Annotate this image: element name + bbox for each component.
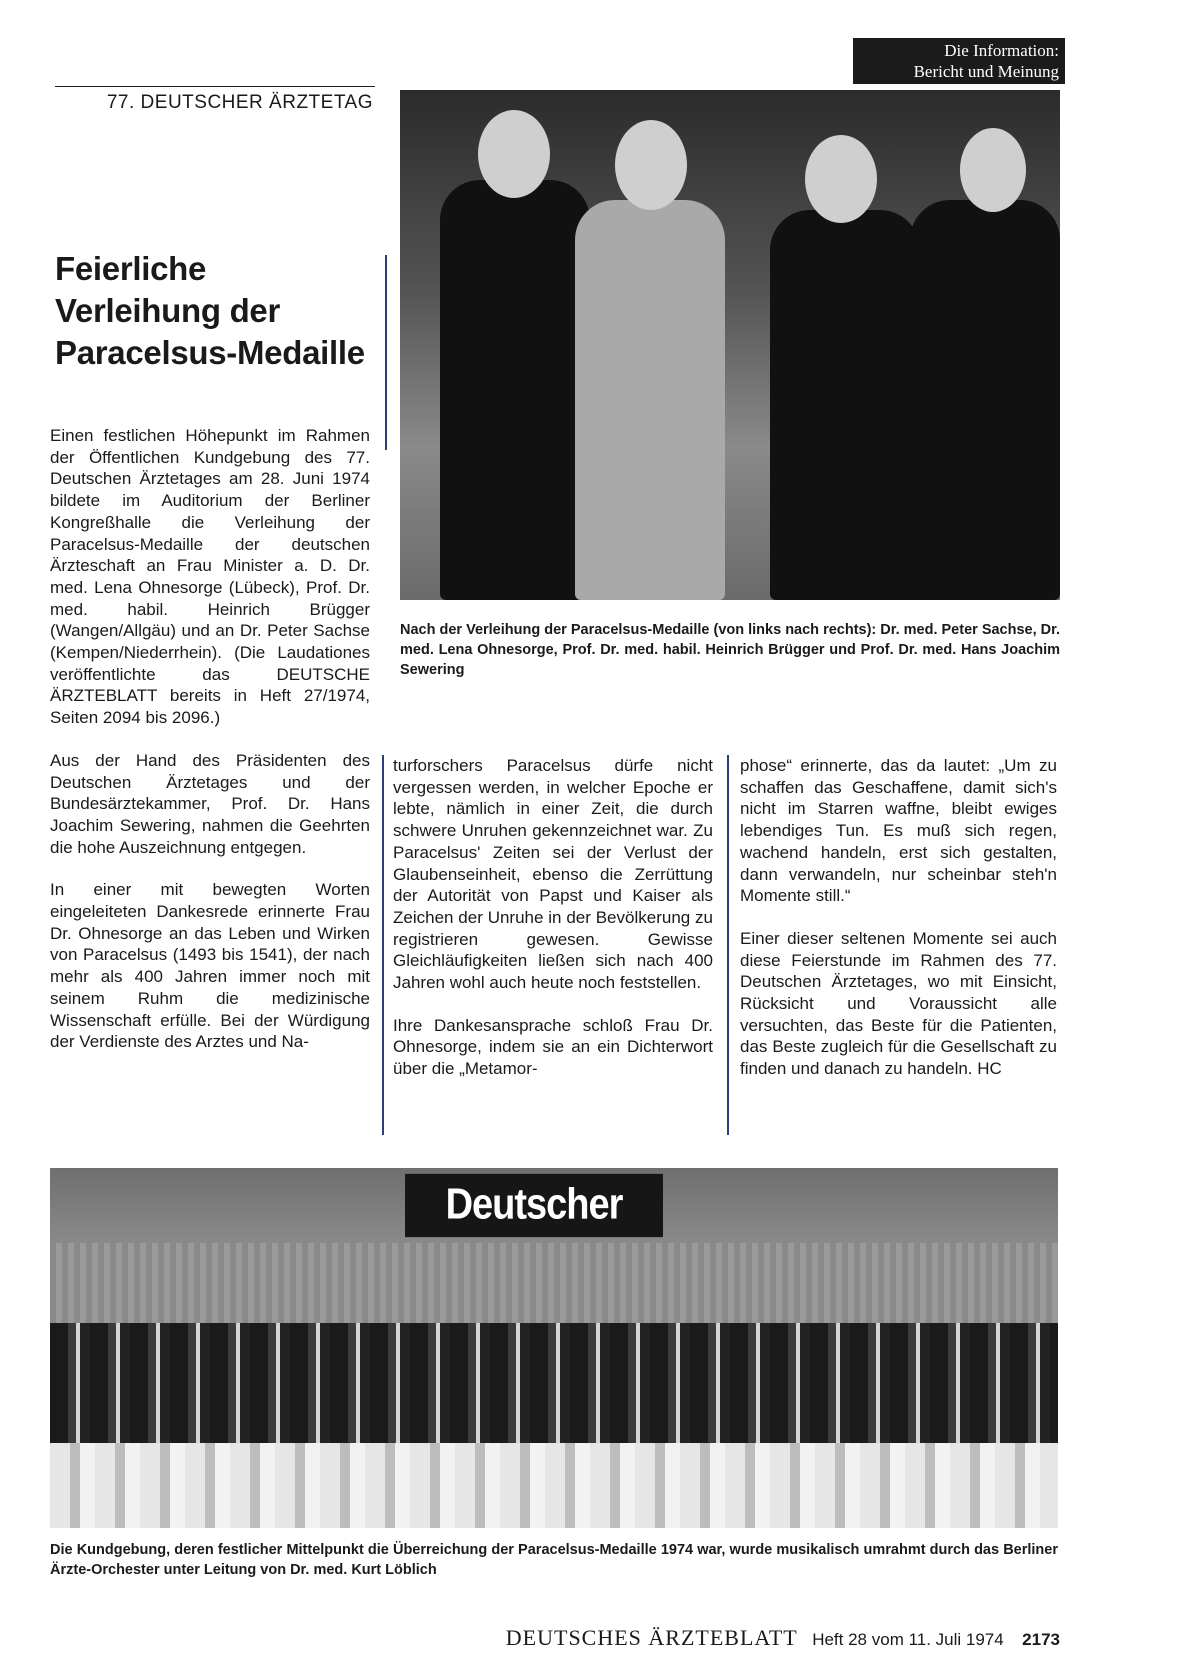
stage-flowers bbox=[50, 1443, 1058, 1528]
paragraph: Einer dieser seltenen Momente sei auch diese Feierstunde im Rahmen des 77. Deutschen Ärztetages, wo mit Einsicht, Rücksicht und Voraussicht alle versuchten, das Beste für die Patienten, das Beste zugleich für die Gesellschaft zu finden und danach zu handeln. HC bbox=[740, 928, 1057, 1079]
paragraph: Ihre Dankesansprache schloß Frau Dr. Ohnesorge, indem sie an ein Dichterwort über die „Metamor- bbox=[393, 1015, 713, 1079]
kicker: 77. DEUTSCHER ÄRZTETAG bbox=[106, 92, 373, 113]
paragraph: In einer mit bewegten Worten eingeleiteten Dankesrede erinnerte Frau Dr. Ohnesorge an das Leben und Wirken von Paracelsus (1493 bis 1541), der nach mehr als 400 Jahren immer noch mit seinem Ruhm die medizinische Wissenschaft erfülle. Bei der Würdigung der Verdienste des Arztes und Na- bbox=[50, 880, 370, 1052]
headline-line2: Verleihung der bbox=[55, 292, 281, 329]
section-badge-line1: Die Information: bbox=[944, 41, 1059, 60]
article-column-1 bbox=[50, 425, 370, 1074]
column-rule bbox=[385, 255, 387, 450]
section-badge-line2: Bericht und Meinung bbox=[913, 62, 1059, 81]
footer-journal-name: DEUTSCHES ÄRZTEBLATT bbox=[505, 1625, 798, 1650]
photo-award-recipients bbox=[400, 90, 1060, 600]
paragraph: Einen festlichen Höhepunkt im Rahmen der Öffentlichen Kundgebung des 77. Deutschen Ärztetages am 28. Juni 1974 bildete im Auditorium der Berliner Kongreßhalle die Verleihung der Paracelsus-Medaille der deutschen Ärzteschaft an Frau Minister a. D. Dr. med. Lena Ohnesorge (Lübeck), Prof. Dr. med. habil. Heinrich Brügger (Wangen/Allgäu) und an Dr. Peter Sachse (Kempen/Niederrhein). (Die Laudationes veröffentlichte das DEUTSCHE ÄRZTEBLATT bereits in Heft 27/1974, Seiten 2094 bis 2096.) bbox=[50, 426, 370, 728]
photo-orchestra bbox=[50, 1168, 1058, 1528]
article-column-2 bbox=[393, 755, 713, 1101]
column-rule bbox=[382, 755, 384, 1135]
figure-head bbox=[805, 135, 877, 223]
photo-caption: Die Kundgebung, deren festlicher Mittelpunkt die Überreichung der Paracelsus-Medaille 1974 war, wurde musikalisch umrahmt durch das Berliner Ärzte-Orchester unter Leitung von Dr. med. Kurt Löblich bbox=[50, 1542, 1058, 1578]
stage-curtain bbox=[50, 1243, 1058, 1323]
headline-line3: Paracelsus-Medaille bbox=[55, 334, 365, 371]
column-rule bbox=[727, 755, 729, 1135]
figure-person bbox=[440, 180, 590, 600]
kicker-rule bbox=[55, 86, 375, 87]
page-number: 2173 bbox=[1022, 1630, 1060, 1649]
stage-banner: Deutscher bbox=[405, 1174, 663, 1237]
paragraph: turforschers Paracelsus dürfe nicht vergessen werden, in welcher Epoche er lebte, nämlich in einer Zeit, die durch schwere Unruhen gekennzeichnet war. Zu Paracelsus' Zeiten sei der Verlust der Glaubenseinheit, ebenso die Zerrüttung der Autorität von Papst und Kaiser als Zeichen der Unruhe in der Bevölkerung zu registrieren gewesen. Gewisse Gleichläufigkeiten ließen sich nach 400 Jahren wohl auch heute noch feststellen. bbox=[393, 756, 713, 993]
section-badge bbox=[853, 38, 1065, 84]
photo-caption: Nach der Verleihung der Paracelsus-Medaille (von links nach rechts): Dr. med. Peter Sachse, Dr. med. Lena Ohnesorge, Prof. Dr. med. habil. Heinrich Brügger und Prof. Dr. med. Hans Joachim Sewering bbox=[400, 622, 1060, 678]
headline bbox=[55, 248, 385, 374]
footer-issue: Heft 28 vom 11. Juli 1974 bbox=[812, 1630, 1004, 1649]
figure-head bbox=[960, 128, 1026, 212]
paragraph: phose“ erinnerte, das da lautet: „Um zu schaffen das Geschaffene, damit sich's nicht im Starren waffne, bleibt ewiges lebendiges Tun. Es muß sich regen, wachend handeln, erst sich gestalten, dann verwandeln, nur scheinbar steh'n Momente still.“ bbox=[740, 756, 1057, 906]
page-footer bbox=[445, 1625, 1060, 1651]
figure-head bbox=[478, 110, 550, 198]
figure-person bbox=[910, 200, 1060, 600]
article-column-3 bbox=[740, 755, 1057, 1101]
figure-person bbox=[575, 200, 725, 600]
figure-head bbox=[615, 120, 687, 210]
orchestra-musicians bbox=[50, 1323, 1058, 1443]
figure-person bbox=[770, 210, 920, 600]
paragraph: Aus der Hand des Präsidenten des Deutschen Ärztetages und der Bundesärztekammer, Prof. Dr. Hans Joachim Sewering, nahmen die Geehrten die hohe Auszeichnung entgegen. bbox=[50, 750, 370, 857]
headline-line1: Feierliche bbox=[55, 250, 207, 287]
